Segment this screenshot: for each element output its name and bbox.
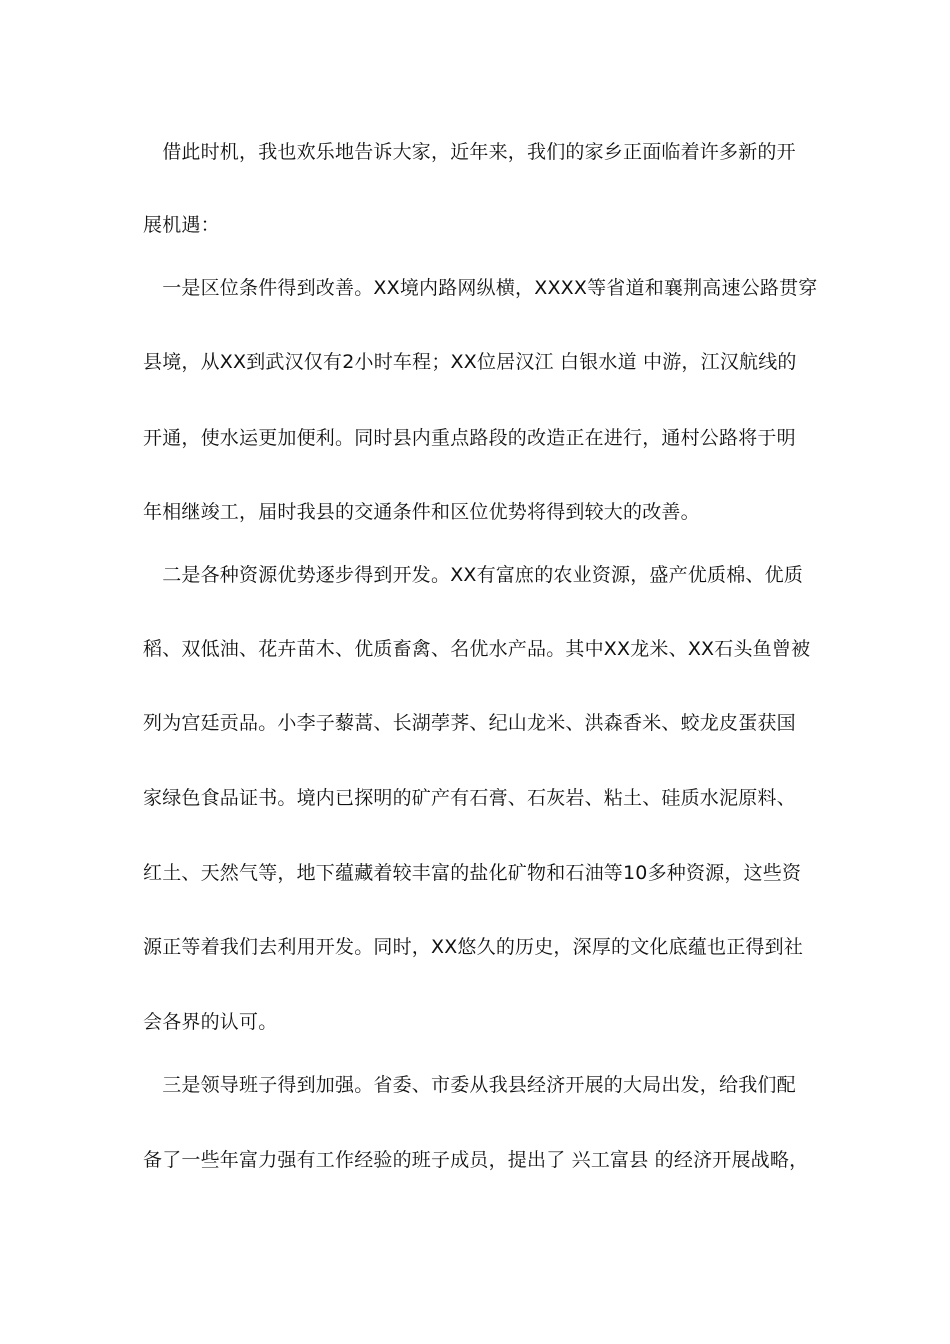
text-line-7: 二是各种资源优势逐步得到开发。XX有富庶的农业资源，盛产优质棉、优质: [143, 564, 804, 586]
text-line-1: 借此时机，我也欢乐地告诉大家，近年来，我们的家乡正面临着许多新的开: [143, 141, 796, 163]
text-line-4: 县境，从XX到武汉仅有2小时车程；XX位居汉江 白银水道 中游，江汉航线的: [143, 351, 797, 373]
text-line-5: 开通，使水运更加便利。同时县内重点路段的改造正在进行，通村公路将于明: [143, 427, 796, 449]
text-line-14: 三是领导班子得到加强。省委、市委从我县经济开展的大局出发，给我们配: [143, 1074, 796, 1096]
text-line-9: 列为宫廷贡品。小李子藜蒿、长湖荸荠、纪山龙米、洪森香米、蛟龙皮蛋获国: [143, 712, 796, 734]
text-line-15: 备了一些年富力强有工作经验的班子成员，提出了 兴工富县 的经济开展战略，: [143, 1149, 809, 1171]
text-line-8: 稻、双低油、花卉苗木、优质畜禽、名优水产品。其中XX龙米、XX石头鱼曾被: [143, 638, 811, 660]
text-line-11: 红土、天然气等，地下蕴藏着较丰富的盐化矿物和石油等10多种资源，这些资: [143, 862, 802, 884]
text-line-3: 一是区位条件得到改善。XX境内路网纵横，XXXX等省道和襄荆高速公路贯穿: [143, 277, 818, 299]
text-line-10: 家绿色食品证书。境内已探明的矿产有石膏、石灰岩、粘土、硅质水泥原料、: [143, 787, 796, 809]
text-line-2: 展机遇：: [143, 214, 220, 236]
text-line-12: 源正等着我们去利用开发。同时，XX悠久的历史，深厚的文化底蕴也正得到社: [143, 936, 804, 958]
text-line-13: 会各界的认可。: [143, 1011, 278, 1033]
text-line-6: 年相继竣工，届时我县的交通条件和区位优势将得到较大的改善。: [143, 501, 700, 523]
